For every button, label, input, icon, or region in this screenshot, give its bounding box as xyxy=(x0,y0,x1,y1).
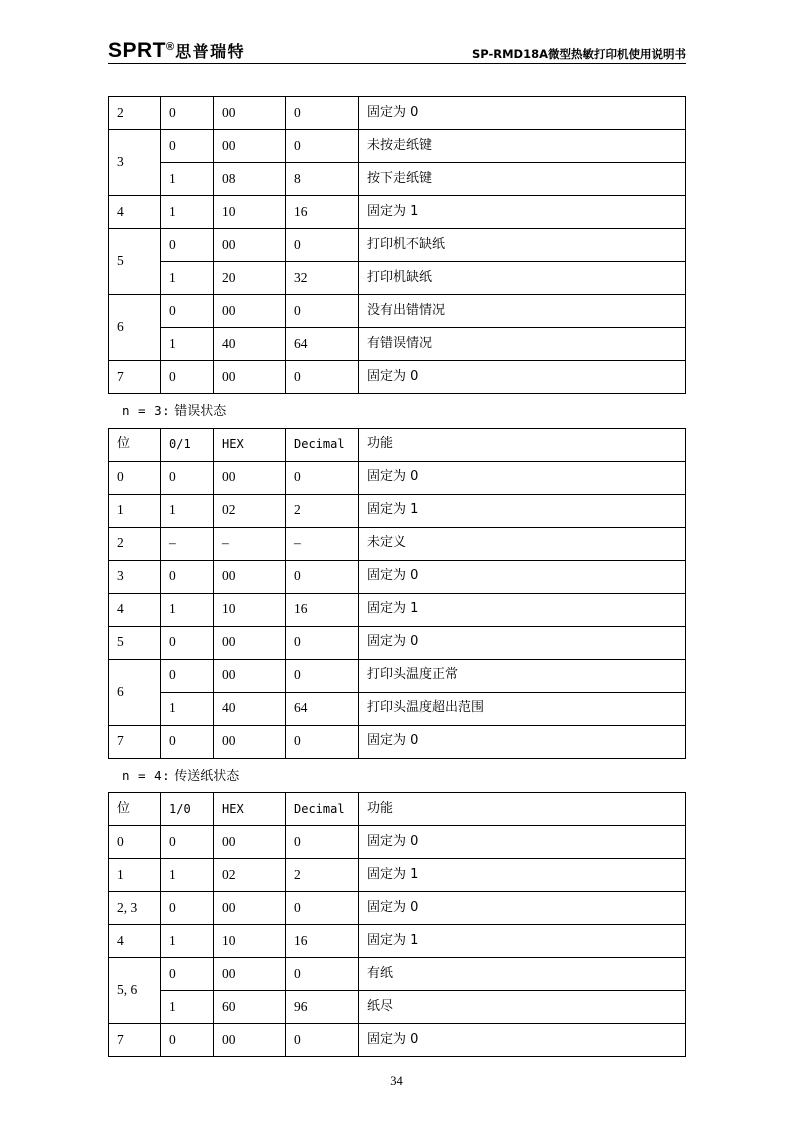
cell-bit: 4 xyxy=(109,196,161,229)
cell-function: 固定为 1 xyxy=(359,494,686,527)
cell-hex: 00 xyxy=(214,626,286,659)
cell-function: 纸尽 xyxy=(359,991,686,1024)
column-header: 位 xyxy=(109,793,161,826)
cell-hex: 00 xyxy=(214,892,286,925)
table-row xyxy=(109,659,686,692)
cell-function: 未按走纸键 xyxy=(359,130,686,163)
cell-hex: 10 xyxy=(214,196,286,229)
table-error-status xyxy=(108,428,686,759)
cell-hex: 00 xyxy=(214,461,286,494)
cell-hex: 10 xyxy=(214,593,286,626)
cell-hex: 60 xyxy=(214,991,286,1024)
registered-trademark-icon: ® xyxy=(166,41,175,53)
cell-hex: 00 xyxy=(214,97,286,130)
cell-value: 0 xyxy=(161,97,214,130)
cell-function: 按下走纸键 xyxy=(359,163,686,196)
table-row xyxy=(109,560,686,593)
cell-value: 0 xyxy=(161,626,214,659)
cell-value: 0 xyxy=(161,130,214,163)
cell-bit: 7 xyxy=(109,725,161,758)
cell-decimal: 0 xyxy=(286,130,359,163)
cell-bit: 6 xyxy=(109,659,161,725)
table-row xyxy=(109,262,686,295)
cell-hex: 02 xyxy=(214,859,286,892)
cell-value: 1 xyxy=(161,494,214,527)
table-row xyxy=(109,892,686,925)
cell-function: 固定为 0 xyxy=(359,892,686,925)
cell-decimal: 0 xyxy=(286,295,359,328)
cell-bit: 0 xyxy=(109,461,161,494)
cell-hex: 00 xyxy=(214,229,286,262)
cell-bit: 3 xyxy=(109,130,161,196)
cell-bit: 1 xyxy=(109,859,161,892)
page-content xyxy=(108,96,685,1057)
cell-value: 1 xyxy=(161,163,214,196)
cell-decimal: 16 xyxy=(286,593,359,626)
cell-bit: 5, 6 xyxy=(109,958,161,1024)
table-caption-text: 错误状态 xyxy=(174,404,227,419)
cell-decimal: 8 xyxy=(286,163,359,196)
cell-value: – xyxy=(161,527,214,560)
table-row xyxy=(109,361,686,394)
table-caption-prefix: n = 3: xyxy=(122,403,171,418)
cell-decimal: 0 xyxy=(286,1024,359,1057)
cell-decimal: 0 xyxy=(286,229,359,262)
table-row xyxy=(109,295,686,328)
column-header: Decimal xyxy=(286,428,359,461)
cell-value: 1 xyxy=(161,859,214,892)
cell-function: 固定为 1 xyxy=(359,925,686,958)
cell-hex: 40 xyxy=(214,692,286,725)
cell-function: 固定为 1 xyxy=(359,859,686,892)
brand-name-chinese: 思普瑞特 xyxy=(175,42,246,61)
cell-hex: 00 xyxy=(214,560,286,593)
cell-decimal: 0 xyxy=(286,826,359,859)
cell-function: 打印机缺纸 xyxy=(359,262,686,295)
table-row xyxy=(109,991,686,1024)
cell-hex: 02 xyxy=(214,494,286,527)
cell-decimal: 32 xyxy=(286,262,359,295)
cell-decimal: 0 xyxy=(286,361,359,394)
cell-bit: 6 xyxy=(109,295,161,361)
page-header xyxy=(108,30,686,64)
cell-bit: 1 xyxy=(109,494,161,527)
cell-value: 0 xyxy=(161,229,214,262)
brand-logo xyxy=(108,40,245,61)
table-row xyxy=(109,859,686,892)
table-row xyxy=(109,527,686,560)
cell-function: 固定为 0 xyxy=(359,626,686,659)
cell-decimal: 0 xyxy=(286,659,359,692)
brand-name-latin: SPRT xyxy=(108,39,167,62)
cell-value: 0 xyxy=(161,295,214,328)
cell-bit: 2 xyxy=(109,97,161,130)
table-printer-status-continued xyxy=(108,96,686,394)
cell-function: 未定义 xyxy=(359,527,686,560)
cell-hex: 00 xyxy=(214,659,286,692)
cell-bit: 2 xyxy=(109,527,161,560)
cell-decimal: 64 xyxy=(286,328,359,361)
table-row xyxy=(109,229,686,262)
cell-hex: 40 xyxy=(214,328,286,361)
cell-value: 1 xyxy=(161,593,214,626)
cell-hex: 00 xyxy=(214,1024,286,1057)
cell-hex: 10 xyxy=(214,925,286,958)
cell-value: 0 xyxy=(161,892,214,925)
cell-decimal: 0 xyxy=(286,626,359,659)
cell-value: 1 xyxy=(161,692,214,725)
cell-function: 有纸 xyxy=(359,958,686,991)
table-row xyxy=(109,826,686,859)
cell-bit: 7 xyxy=(109,361,161,394)
cell-function: 有错误情况 xyxy=(359,328,686,361)
cell-value: 0 xyxy=(161,560,214,593)
cell-decimal: 0 xyxy=(286,461,359,494)
cell-decimal: 0 xyxy=(286,958,359,991)
cell-function: 打印头温度正常 xyxy=(359,659,686,692)
table-row xyxy=(109,163,686,196)
cell-function: 打印机不缺纸 xyxy=(359,229,686,262)
cell-decimal: 16 xyxy=(286,196,359,229)
cell-function: 固定为 1 xyxy=(359,593,686,626)
cell-function: 固定为 0 xyxy=(359,826,686,859)
table-row xyxy=(109,196,686,229)
cell-bit: 7 xyxy=(109,1024,161,1057)
table-caption-text: 传送纸状态 xyxy=(174,768,240,784)
column-header: Decimal xyxy=(286,793,359,826)
cell-decimal: 96 xyxy=(286,991,359,1024)
header-document-title: SP-RMD18A微型热敏打印机使用说明书 xyxy=(471,46,686,61)
column-header: 功能 xyxy=(359,793,686,826)
cell-function: 固定为 0 xyxy=(359,97,686,130)
cell-value: 0 xyxy=(161,659,214,692)
table-row xyxy=(109,461,686,494)
cell-hex: 00 xyxy=(214,725,286,758)
cell-value: 0 xyxy=(161,958,214,991)
cell-function: 固定为 0 xyxy=(359,725,686,758)
cell-decimal: 2 xyxy=(286,494,359,527)
cell-value: 1 xyxy=(161,196,214,229)
cell-value: 0 xyxy=(161,461,214,494)
column-header: 0/1 xyxy=(161,428,214,461)
cell-decimal: 64 xyxy=(286,692,359,725)
cell-value: 1 xyxy=(161,262,214,295)
cell-bit: 4 xyxy=(109,925,161,958)
column-header: 位 xyxy=(109,428,161,461)
cell-decimal: – xyxy=(286,527,359,560)
cell-decimal: 16 xyxy=(286,925,359,958)
cell-hex: 00 xyxy=(214,130,286,163)
column-header: 功能 xyxy=(359,428,686,461)
cell-function: 固定为 0 xyxy=(359,560,686,593)
cell-function: 固定为 0 xyxy=(359,361,686,394)
cell-function: 固定为 0 xyxy=(359,1024,686,1057)
table-header-row xyxy=(109,428,686,461)
table-row xyxy=(109,725,686,758)
table-caption xyxy=(108,759,685,793)
table-caption xyxy=(108,394,685,428)
cell-value: 0 xyxy=(161,725,214,758)
cell-hex: 00 xyxy=(214,361,286,394)
cell-bit: 4 xyxy=(109,593,161,626)
table-paper-feed-status xyxy=(108,792,686,1057)
cell-hex: 20 xyxy=(214,262,286,295)
cell-function: 没有出错情况 xyxy=(359,295,686,328)
cell-function: 固定为 0 xyxy=(359,461,686,494)
cell-bit: 5 xyxy=(109,626,161,659)
cell-decimal: 2 xyxy=(286,859,359,892)
cell-bit: 0 xyxy=(109,826,161,859)
cell-decimal: 0 xyxy=(286,560,359,593)
table-header-row xyxy=(109,793,686,826)
table-row xyxy=(109,97,686,130)
cell-hex: – xyxy=(214,527,286,560)
cell-decimal: 0 xyxy=(286,892,359,925)
cell-hex: 00 xyxy=(214,295,286,328)
cell-value: 1 xyxy=(161,328,214,361)
cell-hex: 00 xyxy=(214,826,286,859)
cell-value: 1 xyxy=(161,925,214,958)
column-header: 1/0 xyxy=(161,793,214,826)
page-number: 34 xyxy=(390,1074,403,1088)
cell-value: 0 xyxy=(161,826,214,859)
cell-decimal: 0 xyxy=(286,97,359,130)
table-row xyxy=(109,328,686,361)
cell-bit: 2, 3 xyxy=(109,892,161,925)
table-row xyxy=(109,692,686,725)
cell-function: 固定为 1 xyxy=(359,196,686,229)
table-row xyxy=(109,1024,686,1057)
column-header: HEX xyxy=(214,428,286,461)
cell-bit: 3 xyxy=(109,560,161,593)
cell-hex: 00 xyxy=(214,958,286,991)
table-row xyxy=(109,593,686,626)
table-row xyxy=(109,925,686,958)
tables-container xyxy=(108,96,685,1057)
cell-hex: 08 xyxy=(214,163,286,196)
cell-value: 0 xyxy=(161,1024,214,1057)
column-header: HEX xyxy=(214,793,286,826)
cell-bit: 5 xyxy=(109,229,161,295)
cell-decimal: 0 xyxy=(286,725,359,758)
cell-value: 0 xyxy=(161,361,214,394)
cell-value: 1 xyxy=(161,991,214,1024)
table-caption-prefix: n = 4: xyxy=(122,767,171,783)
table-row xyxy=(109,626,686,659)
table-row xyxy=(109,958,686,991)
cell-function: 打印头温度超出范围 xyxy=(359,692,686,725)
page-footer xyxy=(0,1074,793,1089)
table-row xyxy=(109,494,686,527)
table-row xyxy=(109,130,686,163)
